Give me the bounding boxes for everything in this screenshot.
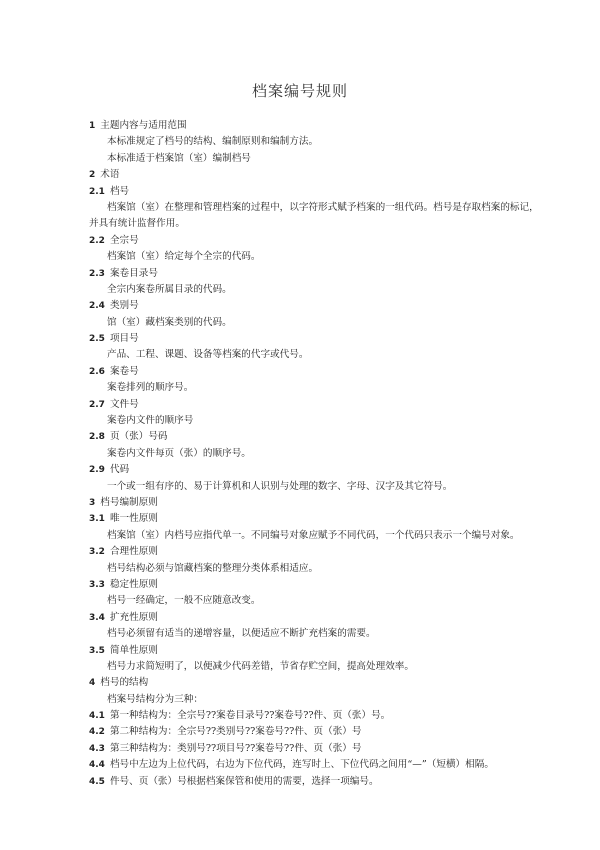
section-number: 4.2 — [89, 727, 105, 738]
subsection-item — [89, 643, 529, 659]
line-text: 第二种结构为：全宗号??类别号??案卷号??件、页（张）号 — [109, 726, 362, 738]
line-text: 项目号 — [109, 333, 139, 345]
paragraph-line — [89, 479, 529, 495]
line-text: 类别号 — [109, 300, 139, 312]
section-number: 2.6 — [89, 366, 105, 377]
line-text: 档号力求简短明了，以便减少代码差错，节省存贮空间，提高处理效率。 — [107, 660, 414, 672]
section-number: 3.4 — [89, 612, 105, 623]
line-text: 全宗内案卷所属目录的代码。 — [107, 283, 232, 295]
paragraph-line — [89, 446, 529, 462]
subsection-item — [89, 610, 529, 626]
subsection-item — [89, 233, 529, 249]
section-number: 2.1 — [89, 186, 105, 197]
paragraph-line — [89, 216, 529, 232]
paragraph-line — [89, 151, 529, 167]
section-number: 2.5 — [89, 334, 105, 345]
section-heading — [89, 167, 529, 183]
line-text: 全宗号 — [109, 234, 139, 246]
subsection-item — [89, 429, 529, 445]
subsection-item — [89, 184, 529, 200]
section-number: 4.5 — [89, 776, 105, 787]
line-text: 主题内容与适用范围 — [100, 120, 187, 131]
line-text: 扩充性原则 — [109, 611, 158, 623]
subsection-item — [89, 298, 529, 314]
section-number: 3.3 — [89, 579, 105, 590]
subsection-item — [89, 708, 529, 724]
line-text: 页（张）号码 — [109, 431, 168, 443]
line-text: 文件号 — [109, 398, 139, 410]
paragraph-line — [89, 561, 529, 577]
subsection-item — [89, 757, 529, 773]
line-text: 档号必须留有适当的递增容量，以便适应不断扩充档案的需要。 — [107, 628, 376, 640]
subsection-item — [89, 331, 529, 347]
line-text: 本标准规定了档号的结构、编制原则和编制方法。 — [107, 136, 319, 148]
line-text: 代码 — [109, 464, 130, 476]
line-text: 本标准适于档案馆（室）编制档号 — [107, 152, 251, 164]
paragraph-line — [89, 380, 529, 396]
paragraph-line — [89, 347, 529, 363]
line-text: 档号的结构 — [100, 677, 149, 689]
line-text: 档号结构必须与馆藏档案的整理分类体系相适应。 — [107, 562, 319, 574]
subsection-item — [89, 397, 529, 413]
section-number: 2.4 — [89, 301, 105, 312]
line-text: 档号一经确定，一般不应随意改变。 — [107, 595, 261, 607]
line-text: 唯一性原则 — [109, 513, 158, 525]
section-number: 4 — [89, 678, 96, 689]
section-heading — [89, 118, 529, 134]
line-text: 稳定性原则 — [109, 578, 158, 590]
subsection-item — [89, 724, 529, 740]
section-number: 3.5 — [89, 645, 105, 656]
line-text: 合理性原则 — [109, 546, 158, 558]
subsection-item — [89, 774, 529, 790]
section-number: 3.2 — [89, 547, 105, 558]
line-text: 档案馆（室）内档号应指代单一。不同编号对象应赋予不同代码，一个代码只表示一个编号对象。 — [107, 529, 520, 541]
line-text: 第一种结构为：全宗号??案卷目录号??案卷号??件、页（张）号。 — [109, 710, 391, 722]
section-number: 2.8 — [89, 432, 105, 443]
subsection-item — [89, 266, 529, 282]
document-title: 档案编号规则 — [251, 82, 348, 100]
paragraph-line — [89, 692, 529, 708]
paragraph-line — [89, 528, 529, 544]
line-text: 术语 — [100, 169, 120, 181]
section-number: 2.3 — [89, 268, 105, 279]
section-number: 2.9 — [89, 465, 105, 476]
line-text: 案卷内文件每页（张）的顺序号。 — [107, 447, 251, 459]
line-text: 件号、页（张）号根据档案保管和使用的需要，选择一项编号。 — [109, 775, 379, 787]
line-text: 档号中左边为上位代码，右边为下位代码，连写时上、下位代码之间用“—”（短横）相隔。 — [109, 759, 494, 771]
section-number: 4.1 — [89, 711, 105, 722]
subsection-item — [89, 577, 529, 593]
line-text: 第三种结构为：类别号??项目号??案卷号??件、页（张）号 — [109, 742, 362, 754]
line-text: 简单性原则 — [109, 644, 158, 656]
section-heading — [89, 495, 529, 511]
section-number: 4.3 — [89, 743, 105, 754]
section-number: 1 — [89, 121, 96, 131]
paragraph-line — [89, 315, 529, 331]
line-text: 案卷目录号 — [109, 267, 158, 279]
subsection-item — [89, 741, 529, 757]
line-text: 档号 — [109, 185, 130, 197]
line-text: 案卷排列的顺序号。 — [107, 382, 194, 394]
section-number: 2.7 — [89, 399, 105, 410]
line-text: 档号编制原则 — [100, 496, 158, 508]
paragraph-line — [89, 593, 529, 609]
line-text: 产品、工程、课题、设备等档案的代字或代号。 — [107, 349, 309, 361]
line-text: 并具有统计监督作用。 — [89, 218, 185, 230]
section-number: 3.1 — [89, 514, 105, 525]
line-text: 一个或一组有序的、易于计算机和人识别与处理的数字、字母、汉字及其它符号。 — [107, 480, 453, 492]
paragraph-line — [89, 626, 529, 642]
line-text: 案卷号 — [109, 365, 139, 377]
section-number: 2 — [89, 170, 96, 181]
subsection-item — [89, 544, 529, 560]
paragraph-line — [89, 200, 539, 216]
subsection-item — [89, 462, 529, 478]
line-text: 档案馆（室）给定每个全宗的代码。 — [107, 251, 261, 263]
section-number: 4.4 — [89, 760, 105, 771]
paragraph-line — [89, 249, 529, 265]
section-heading — [89, 675, 529, 691]
line-text: 案卷内文件的顺序号 — [107, 415, 194, 427]
paragraph-line — [89, 413, 529, 429]
line-text: 档案号结构分为三种： — [107, 693, 203, 705]
section-number: 2.2 — [89, 235, 105, 246]
paragraph-line — [89, 282, 529, 298]
line-text: 馆（室）藏档案类别的代码。 — [107, 316, 232, 328]
line-text: 档案馆（室）在整理和管理档案的过程中，以字符形式赋予档案的一组代码。档号是存取档案的标记， — [107, 201, 539, 213]
paragraph-line — [89, 134, 529, 150]
document-body — [89, 118, 539, 790]
paragraph-line — [89, 659, 529, 675]
subsection-item — [89, 364, 529, 380]
subsection-item — [89, 511, 529, 527]
section-number: 3 — [89, 497, 96, 508]
